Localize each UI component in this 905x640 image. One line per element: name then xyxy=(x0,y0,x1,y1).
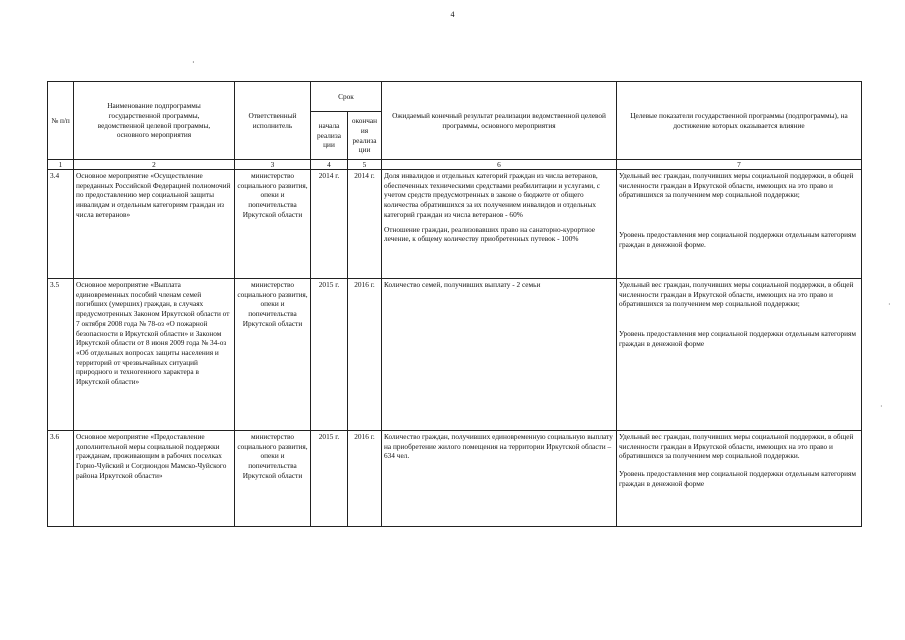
row-end: 2016 г. xyxy=(348,279,382,431)
scan-speck: · xyxy=(192,58,195,67)
row-start: 2014 г. xyxy=(311,170,348,279)
result-text: Количество семей, получивших выплату - 2 семьи xyxy=(384,280,541,289)
row-name: Основное мероприятие «Выплата единовременных пособий членам семей погибших (умерших) граждан, в случаях предусмотренных Законом Иркутской области от 7 октября 2008 года № 78-оз «О пожарной безопасности в Иркутской области» и Законом Иркутской области от 8 июня 2009 года № 34-оз «Об отдельных вопросах защиты населения и территорий от чрезвычайных ситуаций природного и техногенного характера в Иркутской области» xyxy=(74,279,235,431)
row-result xyxy=(382,170,617,279)
row-result xyxy=(382,431,617,527)
header-result: Ожидаемый конечный результат реализации ведомственной целевой программы, основного мероприятия xyxy=(382,82,617,160)
row-indicators xyxy=(617,170,862,279)
indicator-text: Уровень предоставления мер социальной поддержки отдельным категориям граждан в денежной форме xyxy=(619,329,856,348)
scan-speck: · xyxy=(888,300,891,309)
header-term-end: окончан ия реализа ции xyxy=(348,112,382,160)
column-number: 1 xyxy=(48,160,74,170)
header-executor: Ответственный исполнитель xyxy=(235,82,311,160)
result-text: Отношение граждан, реализовавших право на санаторно-курортное лечение, к общему количеству приобретенных путевок - 100% xyxy=(384,224,596,244)
column-number: 7 xyxy=(617,160,862,170)
row-start: 2015 г. xyxy=(311,279,348,431)
row-executor: министерство социального развития, опеки и попечительства Иркутской области xyxy=(235,279,311,431)
indicator-text: Удельный вес граждан, получивших меры социальной поддержки, в общей численности граждан в Иркутской области, имеющих на это право и обратившихся за получением мер социальной поддержки; xyxy=(619,280,854,309)
row-end: 2014 г. xyxy=(348,170,382,279)
page-number: 4 xyxy=(450,10,455,19)
row-result xyxy=(382,279,617,431)
indicator-text: Удельный вес граждан, получивших меры социальной поддержки, в общей численности граждан в Иркутской области, имеющих на это право и обратившихся за получением мер социальной поддержки; xyxy=(619,171,854,200)
row-num: 3.5 xyxy=(48,279,74,431)
program-table xyxy=(47,81,862,527)
table-row xyxy=(48,279,862,431)
header-num: № п/п xyxy=(48,82,74,160)
table-row xyxy=(48,431,862,527)
row-num: 3.4 xyxy=(48,170,74,279)
row-end: 2016 г. xyxy=(348,431,382,527)
header-name: Наименование подпрограммы государственной программы, ведомственной целевой программы, основного мероприятия xyxy=(74,82,235,160)
indicator-text: Уровень предоставления мер социальной поддержки отдельным категориям граждан в денежной форме xyxy=(619,469,856,488)
table-row xyxy=(48,170,862,279)
row-name: Основное мероприятие «Предоставление дополнительной меры социальной поддержки гражданам, проживающим в рабочих поселках Горно-Чуйский и Согдиондон Мамско-Чуйского района Иркутской области» xyxy=(74,431,235,527)
column-number: 2 xyxy=(74,160,235,170)
header-term: Срок xyxy=(311,82,382,112)
result-text: Доля инвалидов и отдельных категорий граждан из числа ветеранов, обеспеченных техническими средствами реабилитации и услугами, с учетом средств предусмотренных в законе о бюджете от общего количества обратившихся за их получением инвалидов и отдельных категорий граждан из числа ветеранов - 60% xyxy=(384,171,600,219)
header-indicators: Целевые показатели государственной программы (подпрограммы), на достижение которых оказывается влияние xyxy=(617,82,862,160)
indicator-text: Уровень предоставления мер социальной поддержки отдельным категориям граждан в денежной форме. xyxy=(619,230,856,249)
row-executor: министерство социального развития, опеки и попечительства Иркутской области xyxy=(235,431,311,527)
row-indicators xyxy=(617,431,862,527)
column-number: 4 xyxy=(311,160,348,170)
result-text: Количество граждан, получивших единовременную социальную выплату на приобретение жилого помещения на территории Иркутской области – 634 чел. xyxy=(384,432,613,461)
column-number-row xyxy=(48,160,862,170)
row-executor: министерство социального развития, опеки и попечительства Иркутской области xyxy=(235,170,311,279)
column-number: 3 xyxy=(235,160,311,170)
row-name: Основное мероприятие «Осуществление переданных Российской Федерацией полномочий по предоставлению мер социальной защиты инвалидам и отдельным категориям граждан из числа ветеранов» xyxy=(74,170,235,279)
column-number: 5 xyxy=(348,160,382,170)
row-start: 2015 г. xyxy=(311,431,348,527)
header-term-start: начала реализа ции xyxy=(311,112,348,160)
row-num: 3.6 xyxy=(48,431,74,527)
indicator-text: Удельный вес граждан, получивших меры социальной поддержки, в общей численности граждан в Иркутской области, имеющих на это право и обратившихся за получением мер социальной поддержки. xyxy=(619,432,854,461)
row-indicators xyxy=(617,279,862,431)
scan-speck: · xyxy=(880,402,883,411)
column-number: 6 xyxy=(382,160,617,170)
